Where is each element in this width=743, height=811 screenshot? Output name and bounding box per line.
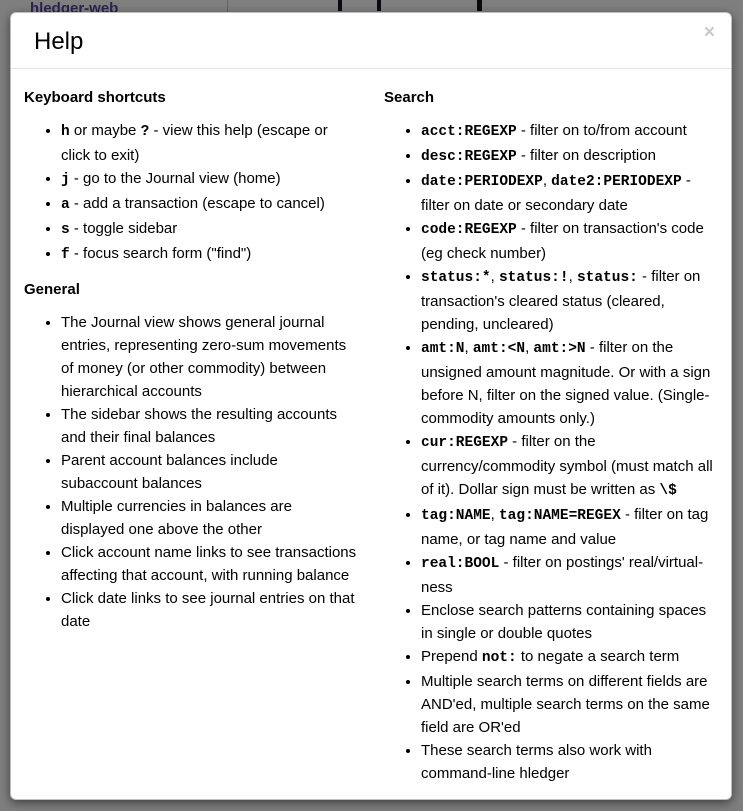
list-item bbox=[61, 541, 358, 587]
text-segment: These search terms also work with command-line hledger bbox=[421, 742, 652, 782]
list-item bbox=[61, 119, 358, 167]
list-item bbox=[61, 587, 358, 633]
code-term: f bbox=[61, 247, 70, 263]
text-segment: Multiple currencies in balances are displayed one above the other bbox=[61, 498, 292, 538]
list-item bbox=[61, 449, 358, 495]
list-item bbox=[421, 551, 718, 599]
close-icon[interactable]: × bbox=[703, 22, 715, 43]
dialog-header bbox=[11, 13, 731, 69]
code-term: a bbox=[61, 197, 70, 213]
code-term: code:REGEXP bbox=[421, 222, 517, 238]
section-heading: General bbox=[24, 281, 80, 298]
list-item bbox=[421, 645, 718, 670]
code-term: h bbox=[61, 124, 70, 140]
text-segment: Click account name links to see transactions affecting that account, with running balance bbox=[61, 544, 357, 584]
list-item bbox=[421, 144, 718, 169]
text-segment: , bbox=[464, 339, 473, 356]
list-item bbox=[61, 242, 358, 267]
code-term: desc:REGEXP bbox=[421, 149, 517, 165]
text-segment: - add a transaction (escape to cancel) bbox=[69, 195, 325, 212]
list-item bbox=[421, 599, 718, 645]
text-segment: Prepend bbox=[421, 648, 482, 665]
list-item bbox=[421, 265, 718, 336]
dialog-title: Help bbox=[34, 28, 84, 55]
list-item bbox=[421, 336, 718, 430]
list-item bbox=[61, 167, 358, 192]
code-term: date2:PERIODEXP bbox=[551, 174, 682, 190]
bullet-list bbox=[384, 119, 718, 785]
text-segment: - go to the Journal view (home) bbox=[69, 170, 281, 187]
text-segment: - filter on the unsigned amount magnitude. Or with a sign before N, filter on the signed value. (Single-commodity amounts only.) bbox=[421, 339, 711, 427]
text-segment: - focus search form ("find") bbox=[69, 245, 252, 262]
section-heading: Keyboard shortcuts bbox=[24, 89, 166, 106]
left-column bbox=[11, 79, 371, 799]
text-segment: - filter on description bbox=[516, 147, 656, 164]
text-segment: , bbox=[542, 172, 552, 189]
code-term: date:PERIODEXP bbox=[421, 174, 543, 190]
section-heading: Search bbox=[384, 89, 435, 106]
code-term: s bbox=[61, 222, 70, 238]
code-term: tag:NAME=REGEX bbox=[498, 508, 621, 524]
list-item bbox=[421, 119, 718, 144]
list-item bbox=[421, 217, 718, 265]
list-item bbox=[421, 169, 718, 217]
code-term: status:* bbox=[421, 270, 491, 286]
code-term: ? bbox=[140, 124, 150, 140]
code-term: status: bbox=[576, 270, 638, 286]
bullet-list bbox=[24, 311, 358, 633]
text-segment: The Journal view shows general journal entries, representing zero-sum movements of money (or other commodity) between hierarchical accounts bbox=[61, 314, 347, 400]
list-item bbox=[421, 739, 718, 785]
text-segment: - view this help (escape or click to exit) bbox=[61, 122, 328, 164]
text-segment: , bbox=[568, 268, 577, 285]
text-segment: - filter on transaction's cleared status (cleared, pending, uncleared) bbox=[421, 268, 701, 333]
text-segment: Multiple search terms on different fields are AND'ed, multiple search terms on the same field are OR'ed bbox=[421, 673, 710, 736]
bullet-list bbox=[24, 119, 358, 267]
code-term: status:! bbox=[498, 270, 569, 286]
text-segment: to negate a search term bbox=[516, 648, 680, 665]
text-segment: , bbox=[490, 506, 499, 523]
dialog-body bbox=[11, 69, 731, 799]
text-segment: Parent account balances include subaccount balances bbox=[61, 452, 278, 492]
right-column bbox=[371, 79, 731, 799]
text-segment: - filter on date or secondary date bbox=[421, 172, 691, 214]
code-term: amt:<N bbox=[472, 341, 526, 357]
list-item bbox=[421, 503, 718, 551]
text-segment: - filter on postings' real/virtual-ness bbox=[421, 554, 704, 596]
list-item bbox=[421, 670, 718, 739]
code-term: not: bbox=[481, 650, 517, 666]
code-term: \$ bbox=[659, 483, 677, 499]
help-dialog bbox=[10, 12, 732, 800]
code-term: j bbox=[61, 172, 70, 188]
list-item bbox=[421, 430, 718, 503]
text-segment: or maybe bbox=[69, 122, 141, 139]
text-segment: Enclose search patterns containing spaces in single or double quotes bbox=[421, 602, 707, 642]
text-segment: - filter on the currency/commodity symbol (must match all of it). Dollar sign must be written as bbox=[421, 433, 713, 498]
list-item bbox=[61, 495, 358, 541]
text-segment: - filter on to/from account bbox=[516, 122, 687, 139]
code-term: amt:>N bbox=[533, 341, 586, 357]
text-segment: - toggle sidebar bbox=[69, 220, 178, 237]
list-item bbox=[61, 403, 358, 449]
text-segment: - filter on transaction's code (eg check number) bbox=[421, 220, 704, 262]
code-term: tag:NAME bbox=[421, 508, 491, 524]
text-segment: , bbox=[525, 339, 534, 356]
text-segment: - filter on tag name, or tag name and value bbox=[421, 506, 709, 548]
code-term: real:BOOL bbox=[421, 556, 500, 572]
text-segment: Click date links to see journal entries on that date bbox=[61, 590, 355, 630]
code-term: acct:REGEXP bbox=[421, 124, 517, 140]
text-segment: The sidebar shows the resulting accounts and their final balances bbox=[61, 406, 337, 446]
text-segment: , bbox=[490, 268, 499, 285]
list-item bbox=[61, 311, 358, 403]
list-item bbox=[61, 192, 358, 217]
code-term: amt:N bbox=[421, 341, 465, 357]
list-item bbox=[61, 217, 358, 242]
code-term: cur:REGEXP bbox=[421, 435, 509, 451]
